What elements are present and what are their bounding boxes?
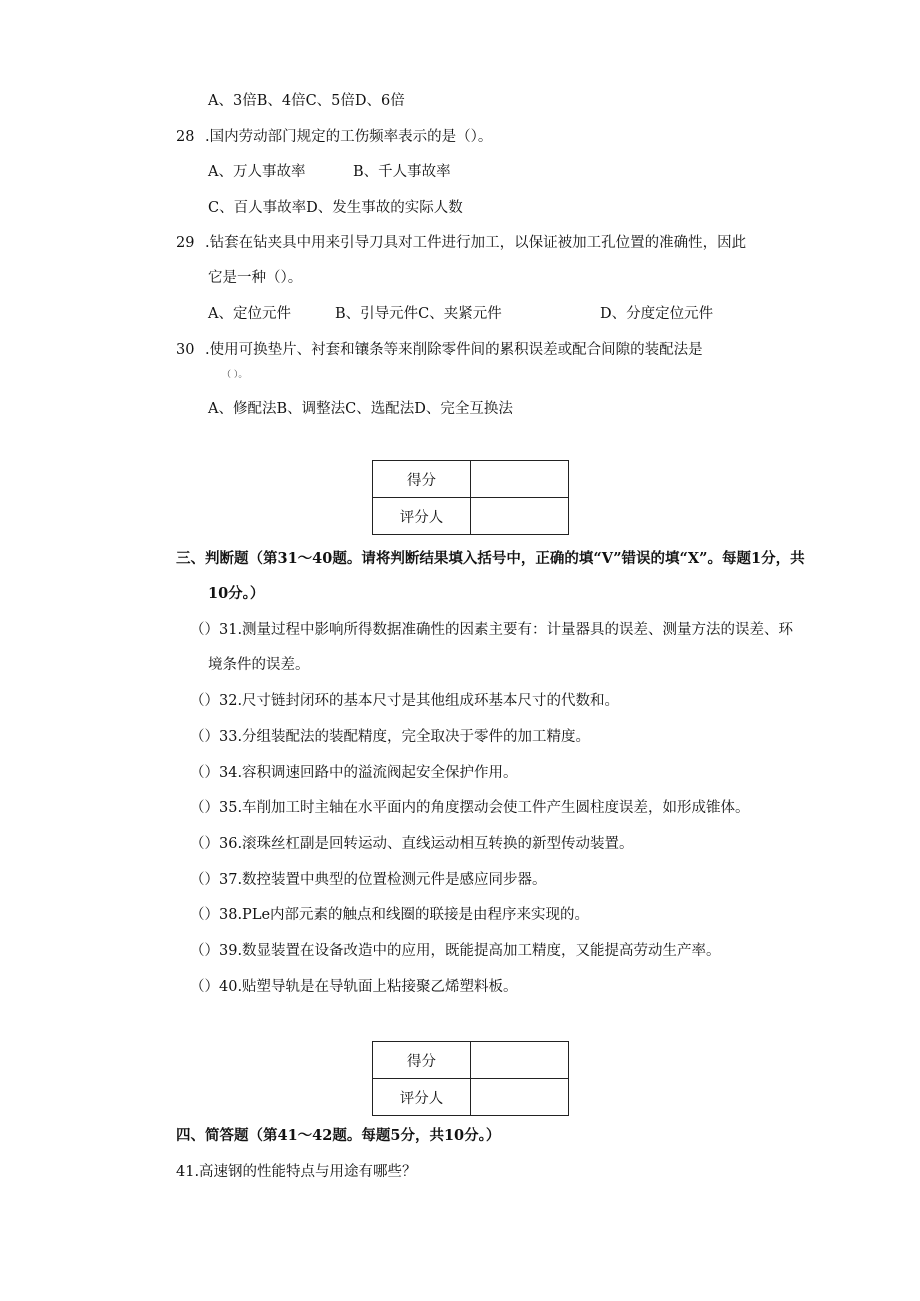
q27-options: A、3倍B、4倍C、5倍D、6倍 <box>208 93 405 109</box>
judgement-item-33: （）33.分组装配法的装配精度，完全取决于零件的加工精度。 <box>190 729 591 745</box>
q30-stem-line1: .使用可换垫片、衬套和镶条等来削除零件间的累积误差或配合间隙的装配法是 <box>205 342 703 358</box>
section3-heading-line1: 三、判断题（第31～40题。请将判断结果填入括号中，正确的填“V”错误的填“X”。每题1分，共 <box>176 550 805 567</box>
score-table <box>372 460 569 535</box>
judgement-item-31: （）31.测量过程中影响所得数据准确性的因素主要有：计量器具的误差、测量方法的误差、环 <box>190 622 794 638</box>
judgement-item-40: （）40.贴塑导轨是在导轨面上粘接聚乙烯塑料板。 <box>190 979 518 995</box>
grader-cell[interactable] <box>471 498 569 535</box>
score-label-2: 得分 <box>373 1042 471 1079</box>
judgement-item-36: （）36.滚珠丝杠副是回转运动、直线运动相互转换的新型传动装置。 <box>190 836 634 852</box>
q28-number: 28 <box>176 129 195 145</box>
q28-stem: .国内劳动部门规定的工伤频率表示的是（）。 <box>205 129 493 145</box>
score-label: 得分 <box>373 461 471 498</box>
section4-heading: 四、简答题（第41～42题。每题5分，共10分。） <box>176 1127 501 1144</box>
score-cell[interactable] <box>471 461 569 498</box>
grader-label: 评分人 <box>373 498 471 535</box>
q29-options-bc: B、引导元件C、夹紧元件 <box>335 306 502 322</box>
judgement-item-32: （）32.尺寸链封闭环的基本尺寸是其他组成环基本尺寸的代数和。 <box>190 693 620 709</box>
q28-option-a: A、万人事故率 <box>208 164 306 180</box>
q29-option-d: D、分度定位元件 <box>600 306 714 322</box>
judgement-item-39: （）39.数显装置在设备改造中的应用，既能提高加工精度，又能提高劳动生产率。 <box>190 943 721 959</box>
grader-cell-2[interactable] <box>471 1079 569 1116</box>
judgement-item-35: （）35.车削加工时主轴在水平面内的角度摆动会使工件产生圆柱度误差，如形成锥体。 <box>190 800 750 816</box>
judgement-item-31-cont: 境条件的误差。 <box>208 657 310 673</box>
q28-option-b: B、千人事故率 <box>353 164 451 180</box>
q29-option-a: A、定位元件 <box>208 306 291 322</box>
grader-label-2: 评分人 <box>373 1079 471 1116</box>
section3-heading-line2: 10分。） <box>208 585 265 602</box>
judgement-item-38: （）38.PLe内部元素的触点和线圈的联接是由程序来实现的。 <box>190 907 590 923</box>
q30-options: A、修配法B、调整法C、选配法D、完全互换法 <box>208 401 513 417</box>
score-table-2 <box>372 1041 569 1116</box>
q28-options-cd: C、百人事故率D、发生事故的实际人数 <box>208 200 463 216</box>
judgement-item-37: （）37.数控装置中典型的位置检测元件是感应同步器。 <box>190 872 547 888</box>
q29-stem-line2: 它是一种（）。 <box>208 270 303 286</box>
question-41: 41.高速钢的性能特点与用途有哪些？ <box>176 1164 417 1180</box>
q29-number: 29 <box>176 235 195 251</box>
q30-stem-line2: （ ）。 <box>222 370 248 380</box>
score-cell-2[interactable] <box>471 1042 569 1079</box>
judgement-item-34: （）34.容积调速回路中的溢流阀起安全保护作用。 <box>190 765 518 781</box>
q30-number: 30 <box>176 342 195 358</box>
q29-stem-line1: .钻套在钻夹具中用来引导刀具对工件进行加工，以保证被加工孔位置的准确性，因此 <box>205 235 747 251</box>
